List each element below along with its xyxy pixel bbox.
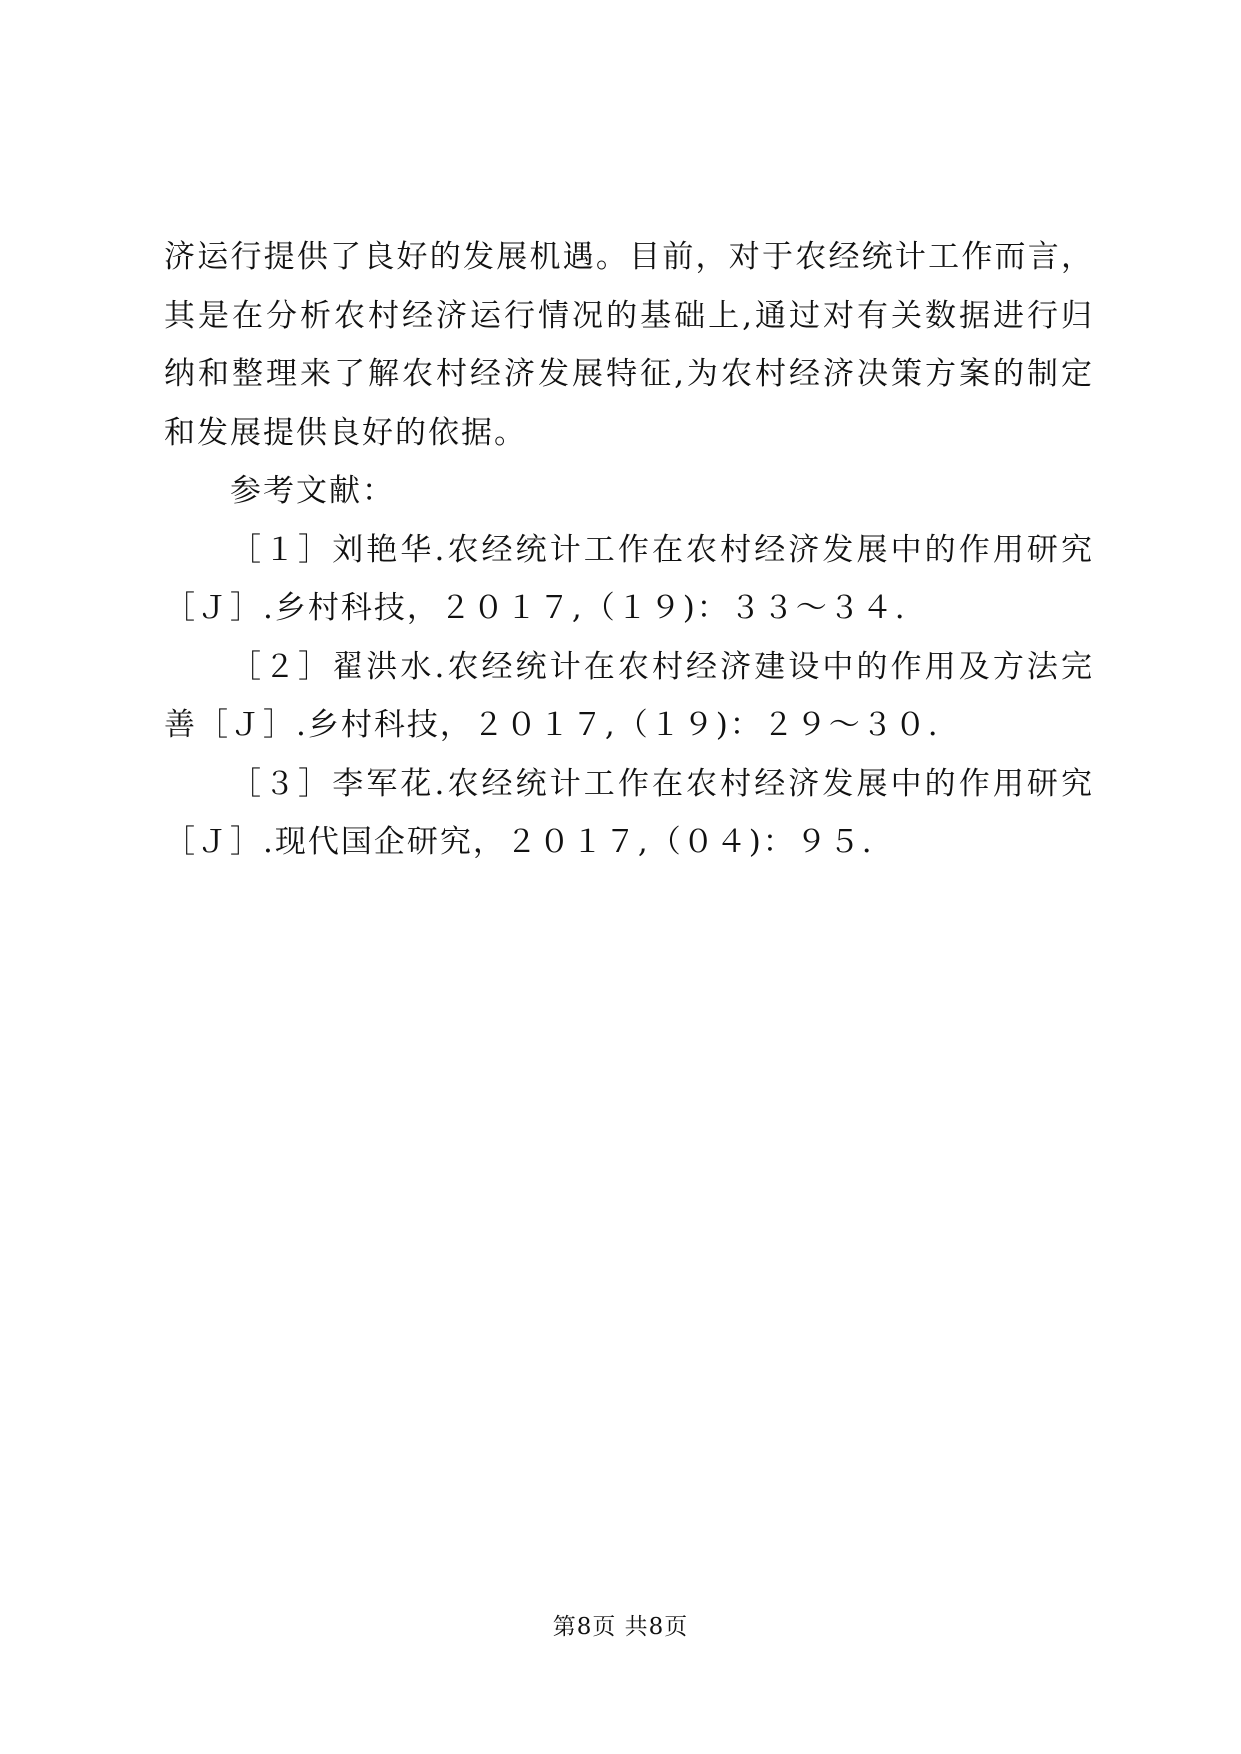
body-paragraph [164, 228, 1094, 462]
page-footer: 第8页 共8页 [552, 1614, 689, 1640]
page-content [164, 228, 1094, 872]
body-line: 纳和整理来了解农村经济发展特征,为农村经济决策方案的制定 [164, 356, 1094, 392]
reference-line: 善［Ｊ］.乡村科技，２０１７,（１９)：２９～３０. [164, 707, 940, 743]
reference-line: ［１］刘艳华.农经统计工作在农村经济发展中的作用研究 [230, 531, 1094, 568]
reference-line: ［Ｊ］.现代国企研究，２０１７,（０４)：９５. [164, 824, 874, 860]
reference-line: ［２］翟洪水.农经统计在农村经济建设中的作用及方法完 [230, 648, 1094, 685]
reference-line: ［３］李军花.农经统计工作在农村经济发展中的作用研究 [230, 765, 1094, 802]
reference-item-2 [164, 638, 1094, 755]
body-line: 和发展提供良好的依据。 [164, 414, 527, 451]
body-line: 济运行提供了良好的发展机遇。目前，对于农经统计工作而言， [164, 239, 1094, 275]
references-heading: 参考文献： [230, 473, 395, 509]
body-line: 其是在分析农村经济运行情况的基础上,通过对有关数据进行归 [164, 297, 1094, 334]
reference-line: ［Ｊ］.乡村科技，２０１７,（１９)：３３～３４. [164, 590, 907, 626]
reference-item-1 [164, 521, 1094, 638]
reference-item-3 [164, 755, 1094, 872]
